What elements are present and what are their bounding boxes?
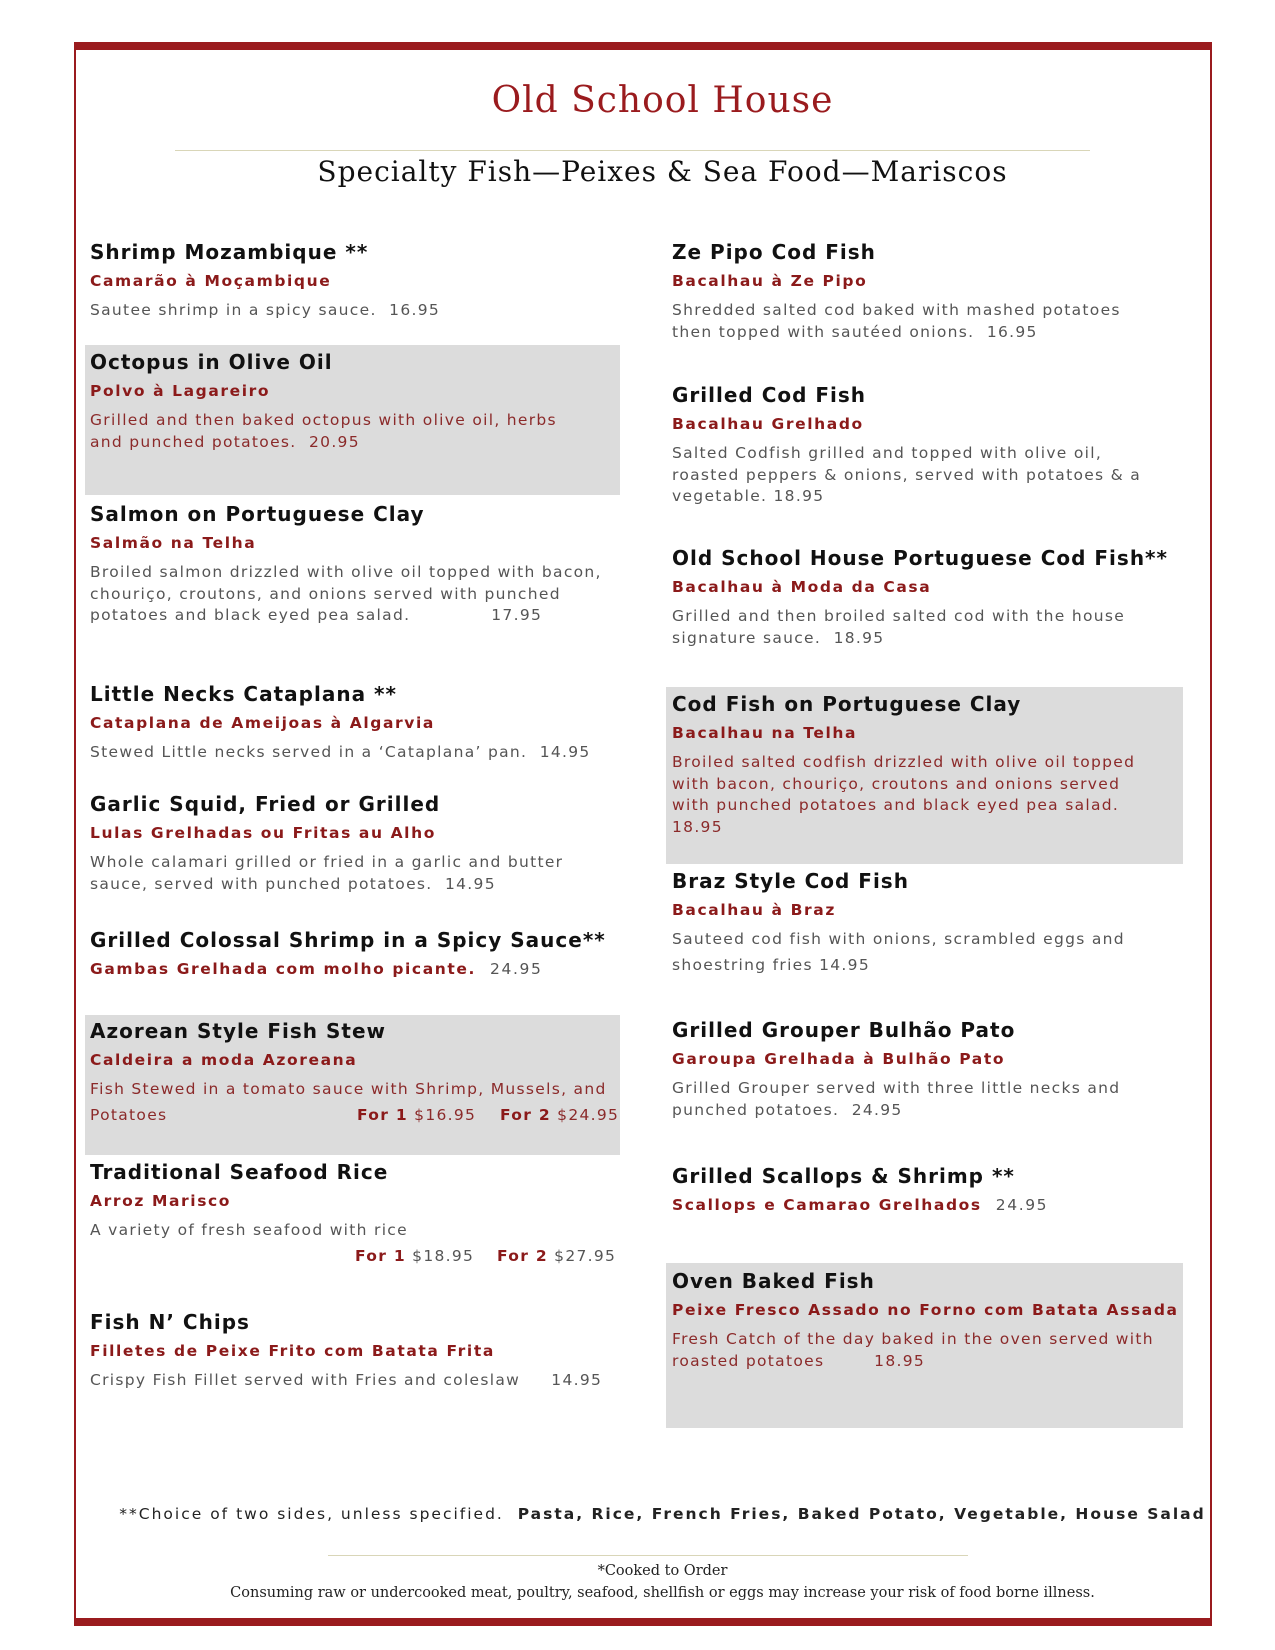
item-portuguese-name: Peixe Fresco Assado no Forno com Batata Assada — [672, 1301, 1179, 1319]
item-description: Sauteed cod fish with onions, scrambled eggs and — [672, 930, 1125, 948]
price-for-two: $24.95 — [557, 1105, 620, 1124]
item-price: 24.95 — [851, 1100, 903, 1119]
item-portuguese-name: Arroz Marisco — [90, 1192, 232, 1210]
item-portuguese-name: Filletes de Peixe Frito com Batata Frita — [90, 1342, 495, 1360]
item-price: 24.95 — [490, 960, 543, 978]
item-description: Stewed Little necks served in a ‘Cataplana’ pan. 14.95 — [90, 743, 591, 761]
item-portuguese-name: Lulas Grelhadas ou Fritas au Alho — [90, 824, 436, 842]
item-price: 16.95 — [389, 301, 441, 319]
item-price: 14.95 — [551, 1371, 603, 1389]
item-portuguese-name: Garoupa Grelhada à Bulhão Pato — [672, 1050, 1006, 1068]
menu-item — [672, 869, 1172, 978]
item-price: 16.95 — [986, 322, 1038, 341]
item-name: Ze Pipo Cod Fish — [672, 240, 876, 264]
health-warning: Consuming raw or undercooked meat, poultry, seafood, shellfish or eggs may increase your risk of food borne illness. — [230, 1585, 1095, 1601]
item-price: 18.95 — [874, 1351, 926, 1370]
menu-section-title: Specialty Fish—Peixes & Sea Food—Mariscos — [317, 155, 1008, 188]
menu-item — [90, 792, 595, 895]
item-portuguese-name: Gambas Grelhada com molho picante. 24.95 — [90, 960, 543, 978]
item-portuguese-name: Cataplana de Ameijoas à Algarvia — [90, 714, 435, 732]
item-description: Broiled salmon drizzled with olive oil topped with bacon, chouriço, croutons, and onions served with punched potatoes and black eyed pea salad. 17.95 — [90, 563, 602, 624]
item-portuguese-name: Bacalhau à Moda da Casa — [672, 578, 932, 596]
item-description: Grilled and then baked octopus with olive oil, herbs and punched potatoes. 20.95 — [90, 411, 557, 451]
menu-item — [90, 240, 610, 322]
item-name: Grilled Colossal Shrimp in a Spicy Sauce** — [90, 928, 606, 952]
item-portuguese-name: Bacalhau Grelhado — [672, 415, 864, 433]
footer-divider — [328, 1555, 968, 1556]
item-name: Oven Baked Fish — [672, 1269, 875, 1293]
menu-item — [672, 546, 1172, 649]
item-price: 24.95 — [995, 1196, 1049, 1214]
item-name: Traditional Seafood Rice — [90, 1160, 389, 1184]
item-portuguese-name: Bacalhau à Braz — [672, 901, 836, 919]
item-name: Octopus in Olive Oil — [90, 350, 333, 374]
sides-note — [0, 1505, 1275, 1523]
item-name: Salmon on Portuguese Clay — [90, 502, 425, 526]
item-description: Grilled Grouper served with three little necks and punched potatoes. 24.95 — [672, 1079, 1121, 1119]
item-description-continued: shoestring fries 14.95 — [672, 955, 870, 974]
item-description: Whole calamari grilled or fried in a garlic and butter sauce, served with punched potatoes. 14.95 — [90, 853, 564, 893]
item-description: Sautee shrimp in a spicy sauce. 16.95 — [90, 301, 441, 319]
sides-list: Pasta, Rice, French Fries, Baked Potato, Vegetable, House Salad — [517, 1505, 1206, 1523]
menu-item — [672, 383, 1162, 508]
item-price: 14.95 — [539, 743, 591, 761]
item-description-continued: Potatoes — [90, 1105, 168, 1124]
menu-item — [90, 1019, 620, 1128]
menu-item — [90, 1310, 610, 1392]
title-divider — [175, 150, 1090, 151]
item-portuguese-name: Caldeira a moda Azoreana — [90, 1051, 358, 1069]
sides-intro: **Choice of two sides, unless specified. — [119, 1505, 504, 1523]
price-for-one: $18.95 — [412, 1246, 475, 1265]
menu-item — [672, 1018, 1162, 1121]
price-for-two: $27.95 — [554, 1246, 617, 1265]
item-description: Salted Codfish grilled and topped with olive oil, roasted peppers & onions, served with potatoes & a vegetable. 18.95 — [672, 444, 1142, 505]
menu-item — [672, 1164, 1172, 1224]
item-portuguese-name: Salmão na Telha — [90, 534, 257, 552]
item-portuguese-name: Bacalhau à Ze Pipo — [672, 272, 868, 290]
item-price: 14.95 — [444, 874, 496, 893]
item-description: Fresh Catch of the day baked in the oven served with roasted potatoes 18.95 — [672, 1330, 1154, 1370]
item-portuguese-name: Polvo à Lagareiro — [90, 382, 271, 400]
item-portuguese-name: Bacalhau na Telha — [672, 724, 858, 742]
menu-item — [672, 1269, 1179, 1372]
item-name: Shrimp Mozambique ** — [90, 240, 369, 264]
item-price: 17.95 — [491, 606, 543, 624]
item-portuguese-name: Scallops e Camarao Grelhados 24.95 — [672, 1196, 1049, 1214]
item-price: 18.95 — [773, 487, 825, 505]
menu-item — [90, 928, 610, 988]
item-price: 18.95 — [833, 628, 885, 647]
item-price: 18.95 — [672, 817, 723, 836]
price-for-one: $16.95 — [414, 1105, 477, 1124]
item-name: Old School House Portuguese Cod Fish** — [672, 546, 1168, 570]
item-description: Fish Stewed in a tomato sauce with Shrimp, Mussels, and — [90, 1080, 607, 1098]
cooked-to-order-note: *Cooked to Order — [597, 1563, 728, 1579]
item-name: Garlic Squid, Fried or Grilled — [90, 792, 441, 816]
item-name: Grilled Scallops & Shrimp ** — [672, 1164, 1015, 1188]
item-description: Shredded salted cod baked with mashed potatoes then topped with sautéed onions. 16.95 — [672, 301, 1121, 341]
item-portuguese-name: Camarão à Moçambique — [90, 272, 332, 290]
item-name: Grilled Cod Fish — [672, 383, 867, 407]
item-name: Braz Style Cod Fish — [672, 869, 909, 893]
item-name: Fish N’ Chips — [90, 1310, 250, 1334]
item-description: A variety of fresh seafood with rice — [90, 1221, 408, 1239]
item-description: Broiled salted codfish drizzled with olive oil topped with bacon, chouriço, croutons and onions served with punched potatoes and black eyed pea salad. 18.95 — [672, 753, 1136, 836]
item-name: Azorean Style Fish Stew — [90, 1019, 386, 1043]
item-price-options: Potatoes For 1 $16.95 For 2 $24.95 — [90, 1105, 620, 1124]
item-name: Little Necks Cataplana ** — [90, 682, 397, 706]
menu-item — [90, 502, 610, 627]
menu-item — [90, 682, 610, 764]
item-price: 20.95 — [309, 432, 360, 451]
menu-item — [90, 1160, 617, 1269]
menu-item — [672, 692, 1152, 838]
top-border — [74, 42, 1212, 50]
item-price-options: For 1 $18.95 For 2 $27.95 — [355, 1246, 617, 1265]
menu-item — [90, 350, 590, 453]
item-name: Grilled Grouper Bulhão Pato — [672, 1018, 1016, 1042]
item-description: Crispy Fish Fillet served with Fries and coleslaw 14.95 — [90, 1371, 603, 1389]
item-description: Grilled and then broiled salted cod with the house signature sauce. 18.95 — [672, 607, 1126, 647]
item-name: Cod Fish on Portuguese Clay — [672, 692, 1022, 716]
bottom-border — [74, 1618, 1212, 1626]
restaurant-title: Old School House — [491, 80, 834, 121]
menu-item — [672, 240, 1162, 343]
